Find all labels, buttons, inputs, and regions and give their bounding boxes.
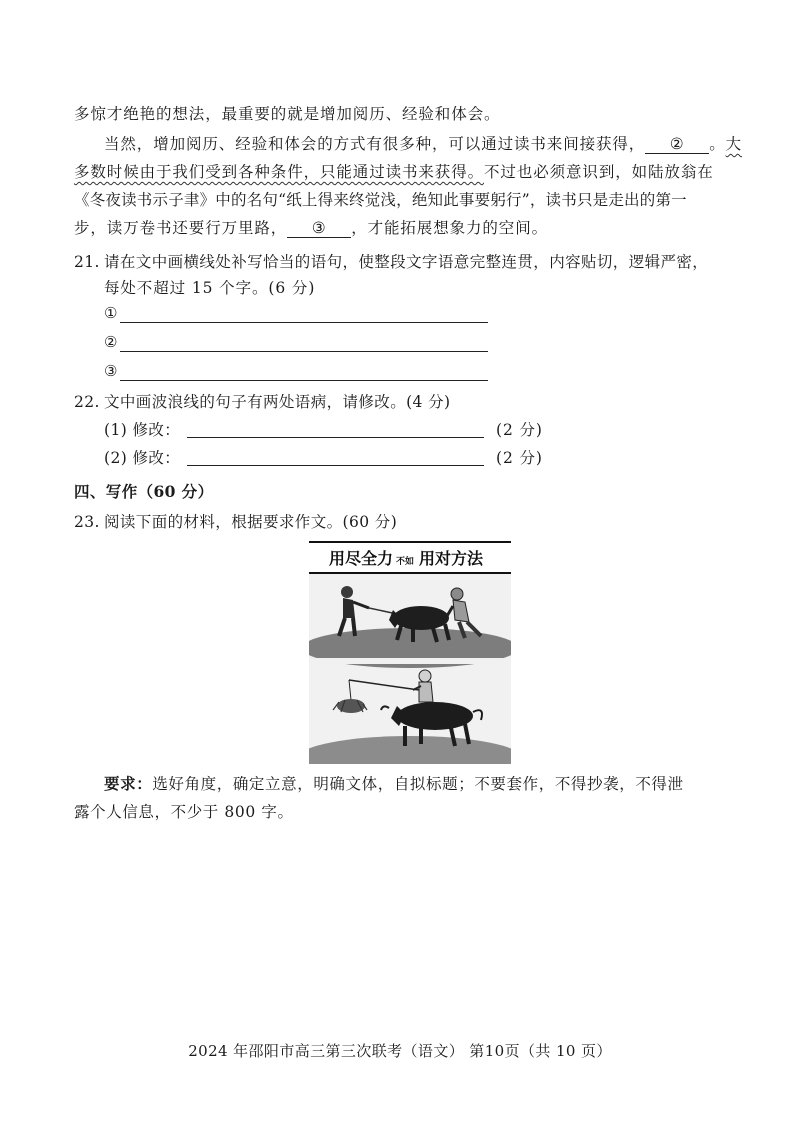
- blank-2[interactable]: ②: [645, 135, 709, 154]
- requirement-label: 要求：: [104, 774, 153, 793]
- passage-line-3: 多数时候由于我们受到各种条件，只能通过读书来获得。不过也必须意识到，如陆放翁在: [74, 163, 714, 181]
- cartoon-title-left: 用尽全力: [329, 549, 394, 568]
- q21-blank-label-2: ②: [104, 333, 118, 351]
- wavy-sentence: 大: [725, 135, 743, 153]
- q21-answer-line-3[interactable]: [120, 380, 488, 381]
- q22-item-2-label: (2) 修改：: [104, 449, 181, 467]
- q23-line: [74, 510, 397, 534]
- q21-number: 21.: [74, 253, 100, 271]
- q22-item-2-score: (2 分): [496, 449, 543, 467]
- q21-blank-label-1: ①: [104, 304, 118, 322]
- blank-3[interactable]: ③: [287, 219, 351, 238]
- passage-line-1: [74, 102, 500, 126]
- q22-item-1-label: (1) 修改：: [104, 421, 181, 439]
- passage-line-4: 《冬夜读书示子聿》中的名句“纸上得来终觉浅，绝知此事要躬行”，读书只是走出的第一: [74, 191, 687, 209]
- passage-line-5: 步，读万卷书还要行万里路， ③ ，才能拓展想象力的空间。: [74, 219, 549, 237]
- q22-answer-line-2[interactable]: [187, 465, 484, 466]
- q21-blank-label-3: ③: [104, 362, 118, 380]
- q22-answer-line-1[interactable]: [187, 437, 484, 438]
- q21-text: 请在文中画横线处补写恰当的语句，使整段文字语意完整连贯，内容贴切，逻辑严密，: [104, 253, 709, 271]
- q22-text: 文中画波浪线的句子有两处语病，请修改。(4 分): [104, 393, 451, 411]
- cartoon-illustration: [309, 540, 511, 764]
- passage-text: 多惊才绝艳的想法，最重要的就是增加阅历、经验和体会。: [74, 105, 501, 123]
- q22-item-1-score: (2 分): [496, 421, 543, 439]
- q21-line-1: [74, 250, 708, 274]
- page-footer: 2024 年邵阳市高三第三次联考（语文） 第10页（共 10 页）: [188, 1042, 612, 1060]
- wavy-sentence-cont: 多数时候由于我们受到各种条件，只能通过读书来获得。: [74, 163, 485, 181]
- requirement-line-2: 露个人信息，不少于 800 字。: [74, 803, 294, 821]
- requirement-text: 选好角度，确定立意，明确文体，自拟标题；不要套作，不得抄袭，不得泄: [152, 775, 684, 793]
- q21-line-2: 每处不超过 15 个字。(6 分): [104, 279, 316, 297]
- cartoon-title-right: 用对方法: [419, 549, 484, 568]
- q22-number: 22.: [74, 393, 100, 411]
- cartoon-title-mid: 不如: [396, 557, 415, 567]
- q22-line: [74, 390, 450, 414]
- q23-text: 阅读下面的材料，根据要求作文。(60 分): [104, 513, 398, 531]
- q21-answer-line-2[interactable]: [120, 351, 488, 352]
- passage-line-2: 当然，增加阅历、经验和体会的方式有很多种，可以通过读书来间接获得， ② 。大: [104, 135, 743, 153]
- q23-number: 23.: [74, 513, 100, 531]
- q21-answer-line-1[interactable]: [120, 322, 488, 323]
- requirement-line-1: [104, 772, 684, 796]
- section-4-heading: 四、写作（60 分）: [74, 482, 214, 501]
